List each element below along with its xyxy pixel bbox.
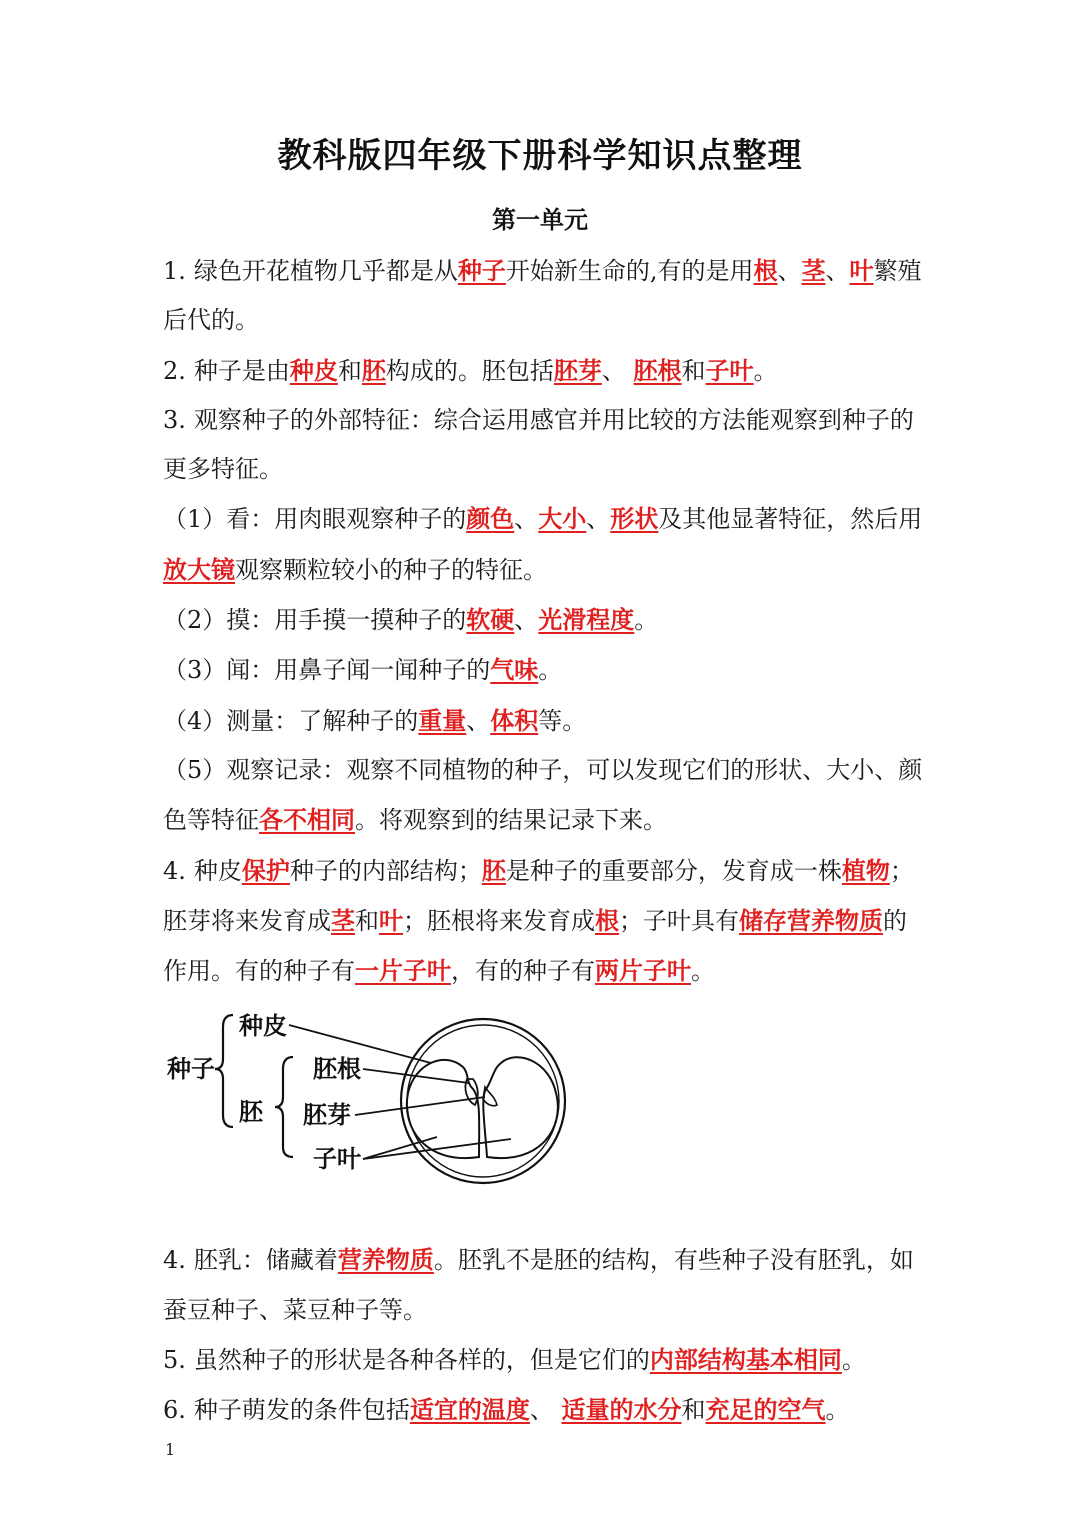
highlighted-term: 形状 <box>610 504 659 534</box>
text-run: ，有的种子有 <box>451 957 595 986</box>
text-run: 、 <box>466 706 491 735</box>
highlighted-term: 胚芽 <box>553 355 602 385</box>
paragraph <box>163 246 923 346</box>
diagram-label-cotyledon: 子叶 <box>313 1145 361 1174</box>
text-run: （1）看：用肉眼观察种子的 <box>163 505 467 534</box>
highlighted-term: 重量 <box>418 705 467 735</box>
highlighted-term: 茎 <box>801 256 826 285</box>
text-run: 和 <box>355 906 379 935</box>
paragraph <box>163 746 923 846</box>
text-run: ；胚芽将来发育成 <box>163 856 914 935</box>
plumule-shape <box>483 1087 497 1106</box>
highlighted-term: 气味 <box>490 655 539 685</box>
text-run: ；胚根将来发育成 <box>403 906 595 935</box>
highlighted-term: 胚根 <box>633 355 682 385</box>
text-run: 观察种子的外部特征：综合运用感官并用比较的方法能观察到种子的更多特征。 <box>163 405 914 484</box>
text-run: 种子是由 <box>193 356 290 385</box>
leader-radicle <box>363 1069 469 1083</box>
highlighted-term: 各不相同 <box>259 805 355 835</box>
highlighted-term: 两片子叶 <box>595 956 691 986</box>
item-number: 1. <box>163 257 186 285</box>
text-run: （4）测量：了解种子的 <box>163 706 419 735</box>
paragraph <box>163 396 923 495</box>
text-run: 种子萌发的条件包括 <box>193 1396 410 1425</box>
item-number: 3. <box>163 405 186 434</box>
item-number: 6. <box>163 1396 186 1425</box>
diagram-label-seed-coat: 种皮 <box>239 1012 287 1041</box>
text-run: 。 <box>753 356 778 385</box>
highlighted-term: 根 <box>595 905 619 935</box>
item-number: 2. <box>163 356 186 385</box>
text-run: 种皮 <box>193 856 242 885</box>
highlighted-term: 适量的水分 <box>561 1395 682 1425</box>
highlighted-term: 适宜的温度 <box>409 1395 530 1425</box>
page-number: 1 <box>165 1440 176 1459</box>
paragraph <box>163 645 923 695</box>
text-run: 胚乳：储藏着 <box>193 1246 338 1275</box>
paragraph-group-after-diagram <box>163 1235 923 1435</box>
paragraph <box>163 1335 923 1385</box>
highlighted-term: 保护 <box>241 855 290 885</box>
text-run: 和 <box>337 356 362 385</box>
text-run: 的作用。有的种子有 <box>163 906 907 986</box>
diagram-label-embryo: 胚 <box>239 1098 263 1127</box>
paragraph-group-before-diagram <box>163 246 923 996</box>
highlighted-term: 茎 <box>331 905 355 935</box>
paragraph <box>163 696 923 746</box>
document-title: 教科版四年级下册科学知识点整理 <box>277 136 803 176</box>
highlighted-term: 一片子叶 <box>355 956 451 986</box>
paragraph <box>163 346 923 396</box>
highlighted-term: 颜色 <box>466 504 515 534</box>
text-run: 和 <box>681 356 706 385</box>
highlighted-term: 光滑程度 <box>538 605 635 635</box>
text-run: 、 <box>586 505 611 534</box>
text-run: 。 <box>691 957 715 986</box>
leader-cotyledon-left <box>363 1137 437 1159</box>
embryo-brace <box>275 1057 293 1157</box>
highlighted-term: 胚 <box>361 355 386 385</box>
seed-diagram-svg <box>163 997 573 1207</box>
text-run: （5）观察记录：观察不同植物的种子，可以发现它们的形状、大小、颜色等特征 <box>163 755 923 835</box>
seed-brace <box>215 1015 233 1127</box>
diagram-label-radicle: 胚根 <box>313 1055 361 1084</box>
text-run: 观察颗粒较小的种子的特征。 <box>235 555 547 584</box>
text-run: 、 <box>601 356 634 385</box>
text-run: 。将观察到的结果记录下来。 <box>355 806 667 835</box>
diagram-label-seed: 种子 <box>167 1055 215 1084</box>
text-run: ；子叶具有 <box>619 906 739 935</box>
highlighted-term: 体积 <box>490 705 539 735</box>
highlighted-term: 内部结构基本相同 <box>649 1345 842 1375</box>
seed-structure-diagram <box>163 997 923 1235</box>
diagram-label-plumule: 胚芽 <box>303 1101 351 1130</box>
paragraph <box>163 846 923 997</box>
text-run: 。 <box>841 1346 866 1375</box>
text-run: 。 <box>634 606 659 635</box>
highlighted-term: 营养物质 <box>337 1245 434 1275</box>
text-run: 、 <box>514 505 539 534</box>
highlighted-term: 叶 <box>849 256 874 285</box>
paragraph <box>163 1385 923 1435</box>
text-run: 。 <box>825 1396 850 1425</box>
text-run: 开始新生命的,有的是用 <box>505 257 754 285</box>
text-run: 、 <box>825 257 850 285</box>
highlighted-term: 叶 <box>379 905 403 935</box>
leader-plumule <box>355 1097 485 1115</box>
text-run: 。 <box>538 656 563 685</box>
highlighted-term: 大小 <box>538 504 587 534</box>
text-run: 。胚乳不是胚的结构，有些种子没有胚乳，如蚕豆种子、菜豆种子等。 <box>163 1246 914 1324</box>
paragraph <box>163 494 923 595</box>
highlighted-term: 充足的空气 <box>705 1395 826 1425</box>
text-run: 种子的内部结构； <box>289 856 482 885</box>
text-run: 绿色开花植物几乎都是从 <box>193 257 458 285</box>
text-run: 繁殖后代的。 <box>163 257 922 335</box>
highlighted-term: 储存营养物质 <box>739 905 883 935</box>
text-run: 和 <box>681 1396 706 1425</box>
highlighted-term: 软硬 <box>466 605 515 635</box>
highlighted-term: 种子 <box>457 256 506 285</box>
text-run: 、 <box>514 606 539 635</box>
text-run: （3）闻：用鼻子闻一闻种子的 <box>163 656 491 685</box>
highlighted-term: 根 <box>753 256 778 285</box>
text-run: 是种子的重要部分，发育成一株 <box>505 856 842 885</box>
document-body <box>163 246 923 1436</box>
highlighted-term: 胚 <box>481 855 506 885</box>
highlighted-term: 种皮 <box>289 355 338 385</box>
highlighted-term: 植物 <box>841 855 890 885</box>
paragraph <box>163 595 923 645</box>
highlighted-term: 子叶 <box>705 355 754 385</box>
unit-heading: 第一单元 <box>492 205 588 234</box>
text-run: 、 <box>777 257 802 285</box>
highlighted-term: 放大镜 <box>163 554 235 584</box>
text-run: （2）摸：用手摸一摸种子的 <box>163 606 467 635</box>
text-run: 等。 <box>538 706 587 735</box>
leader-cotyledon-right <box>363 1139 511 1159</box>
paragraph <box>163 1235 923 1335</box>
text-run: 构成的。胚包括 <box>385 356 554 385</box>
item-number: 4. <box>163 1246 186 1275</box>
item-number: 5. <box>163 1346 186 1375</box>
text-run: 及其他显著特征，然后用 <box>658 505 923 534</box>
item-number: 4. <box>163 856 186 885</box>
text-run: 虽然种子的形状是各种各样的，但是它们的 <box>193 1346 650 1375</box>
text-run: 、 <box>529 1396 562 1425</box>
